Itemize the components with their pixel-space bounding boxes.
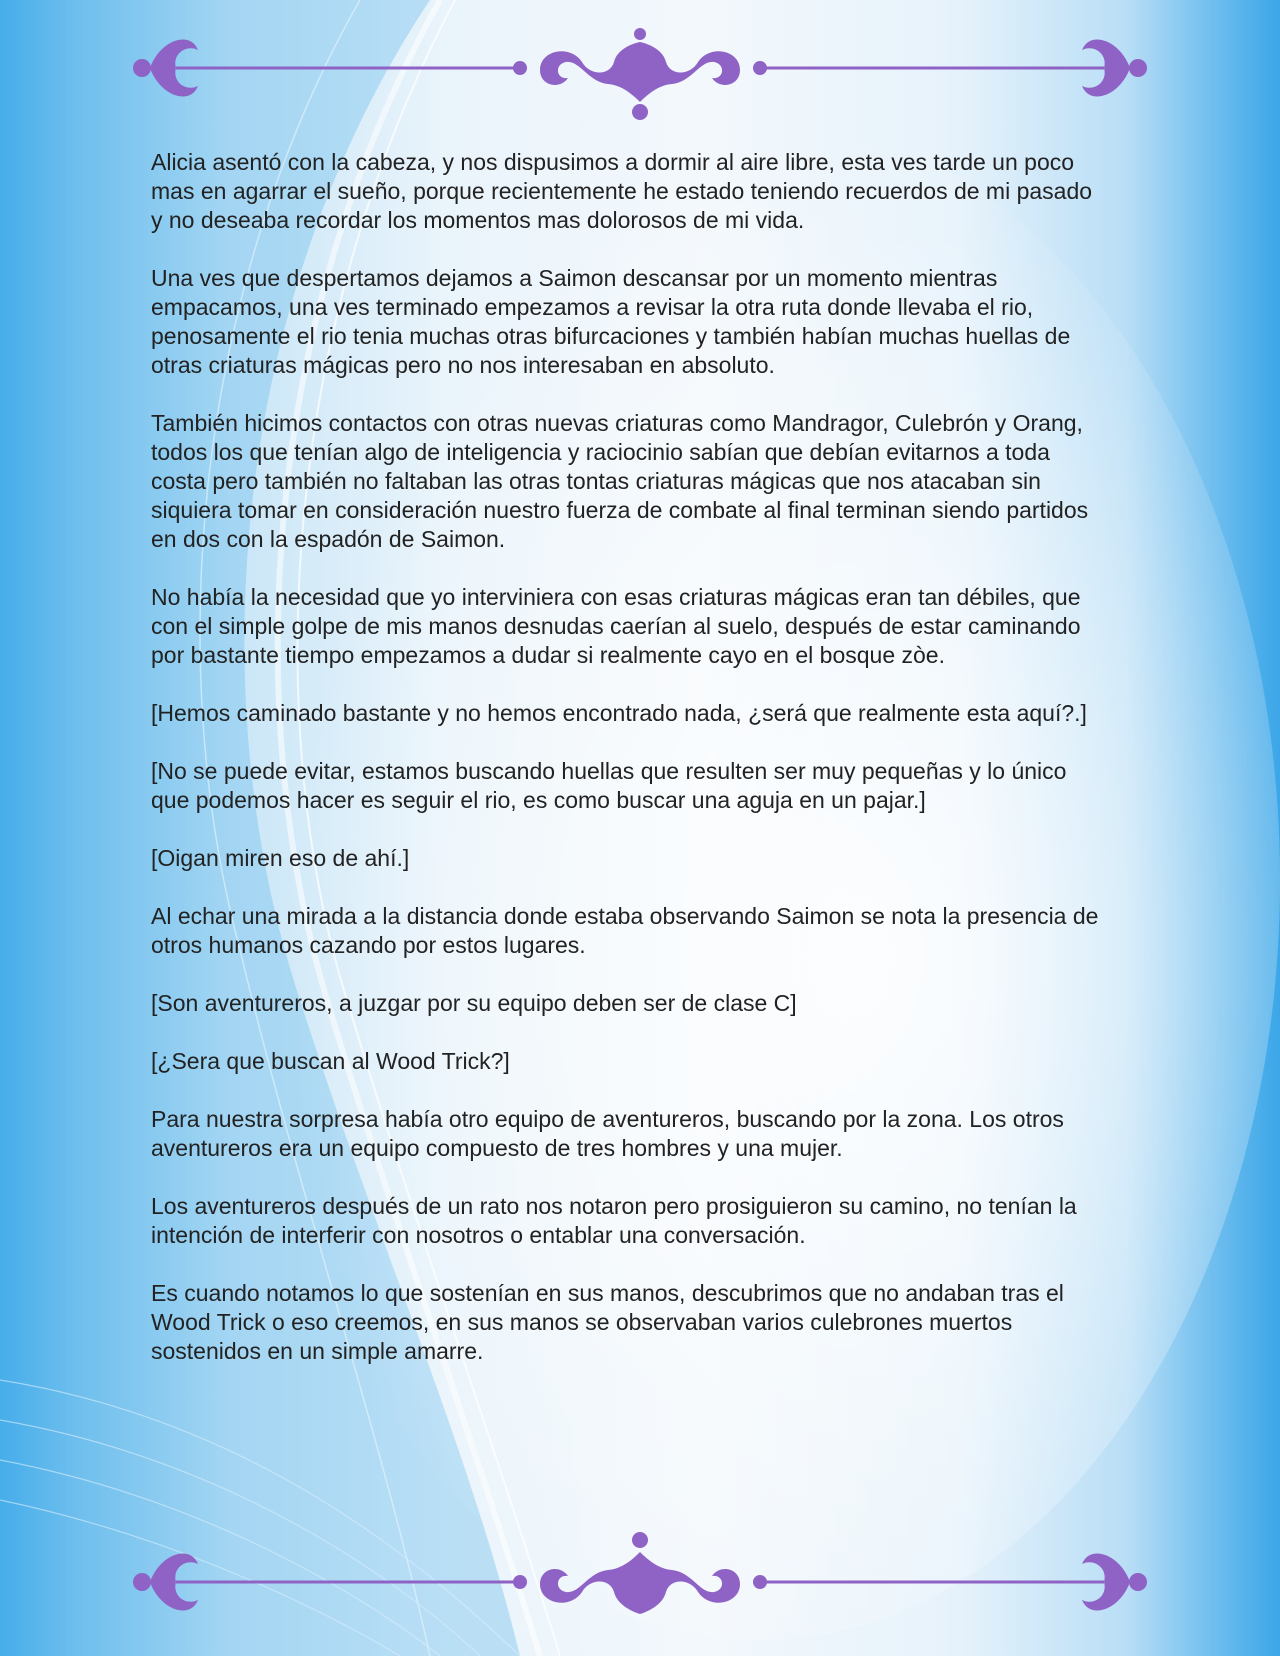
paragraph: Alicia asentó con la cabeza, y nos dispusimos a dormir al aire libre, esta ves tarde un poco mas en agarrar el sueño, porque recientemente he estado teniendo recuerdos de mi pasado y no deseaba recordar los momentos mas dolorosos de mi vida. xyxy=(151,149,1093,233)
paragraph: También hicimos contactos con otras nuevas criaturas como Mandragor, Culebrón y Orang, todos los que tenían algo de inteligencia y raciocinio sabían que debían evitarnos a toda costa pero también no faltaban las otras tontas criaturas mágicas que nos atacaban sin siquiera tomar en consideración nuestro fuerza de combate al final terminan siendo partidos en dos con la espadón de Saimon. xyxy=(151,410,1089,552)
paragraph: Para nuestra sorpresa había otro equipo de aventureros, buscando por la zona. Los otros aventureros era un equipo compuesto de tres hombres y una mujer. xyxy=(151,1106,1064,1161)
paragraph: [Oigan miren eso de ahí.] xyxy=(151,845,410,871)
paragraph: No había la necesidad que yo interviniera con esas criaturas mágicas eran tan débiles, que con el simple golpe de mis manos desnudas caerían al suelo, después de estar caminando por bastante tiempo empezamos a dudar si realmente cayo en el bosque zòe. xyxy=(151,584,1081,668)
paragraph: Es cuando notamos lo que sostenían en sus manos, descubrimos que no andaban tras el Wood Trick o eso creemos, en sus manos se observaban varios culebrones muertos sostenidos en un simple amarre. xyxy=(151,1280,1064,1364)
paragraph: [Son aventureros, a juzgar por su equipo deben ser de clase C] xyxy=(151,990,797,1016)
paragraph: Al echar una mirada a la distancia donde estaba observando Saimon se nota la presencia de otros humanos cazando por estos lugares. xyxy=(151,903,1099,958)
paragraph: [No se puede evitar, estamos buscando huellas que resulten ser muy pequeñas y lo único que podemos hacer es seguir el rio, es como buscar una aguja en un pajar.] xyxy=(151,758,1067,813)
paragraph: Los aventureros después de un rato nos notaron pero prosiguieron su camino, no tenían la intención de interferir con nosotros o entablar una conversación. xyxy=(151,1193,1077,1248)
bottom-ornament-icon xyxy=(120,1528,1160,1638)
paragraph: [¿Sera que buscan al Wood Trick?] xyxy=(151,1048,510,1074)
document-body xyxy=(151,148,1101,1395)
paragraph: Una ves que despertamos dejamos a Saimon descansar por un momento mientras empacamos, una ves terminado empezamos a revisar la otra ruta donde llevaba el rio, penosamente el rio tenia muchas otras bifurcaciones y también habían muchas huellas de otras criaturas mágicas pero no nos interesaban en absoluto. xyxy=(151,265,1071,378)
top-ornament-icon xyxy=(120,20,1160,130)
paragraph: [Hemos caminado bastante y no hemos encontrado nada, ¿será que realmente esta aquí?.] xyxy=(151,700,1087,726)
